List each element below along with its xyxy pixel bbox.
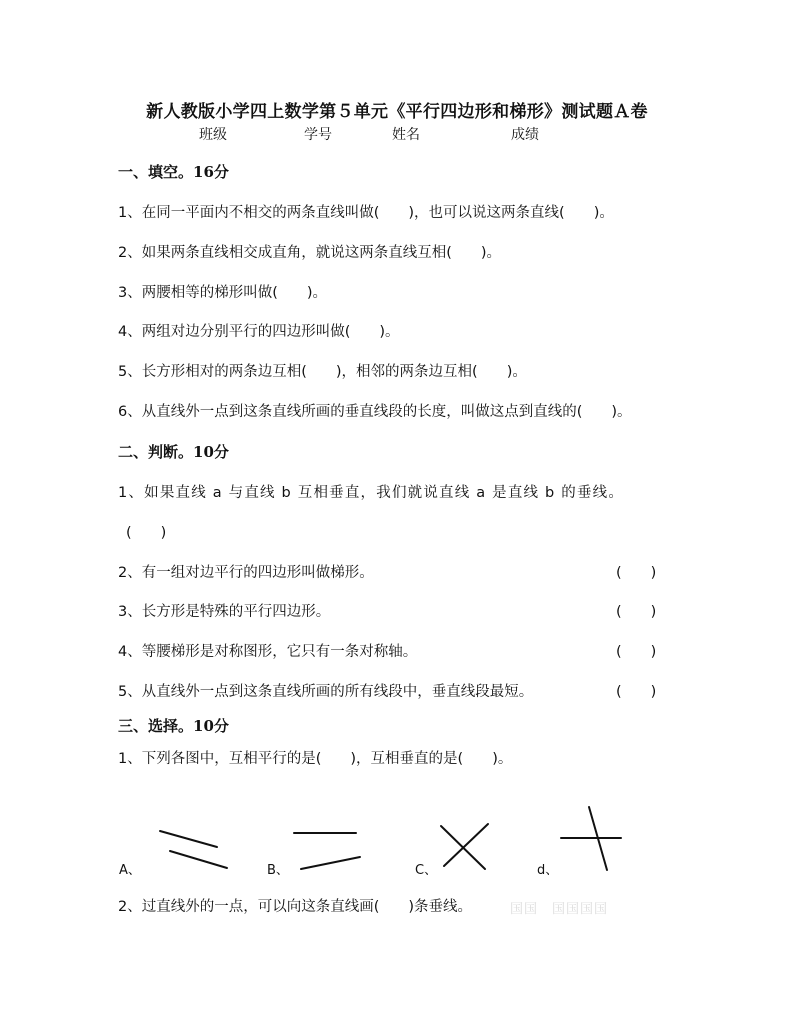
choice-question-1: 1、下列各图中，互相平行的是( )，互相垂直的是( )。 [118, 751, 513, 767]
page-title: 新人教版小学四上数学第５单元《平行四边形和梯形》测试题Ａ卷 [146, 102, 648, 122]
figure-b-lines [294, 833, 360, 869]
fill-question-6: 6、从直线外一点到这条直线所画的垂直线段的长度，叫做这点到直线的( )。 [118, 404, 632, 420]
option-label-d: d、 [537, 863, 559, 878]
tf-question-3: 3、长方形是特殊的平行四边形。 [118, 604, 331, 620]
figure-c-lines [441, 824, 488, 869]
fill-question-3: 3、两腰相等的梯形叫做( )。 [118, 285, 328, 301]
option-label-c: C、 [415, 863, 438, 878]
student-number-label: 学号 [304, 127, 332, 143]
choice-question-2: 2、过直线外的一点，可以向这条直线画( )条垂线。 [118, 899, 473, 915]
score-label: 成绩 [511, 127, 539, 143]
tf-question-1: 1、如果直线 a 与直线 b 互相垂直，我们就说直线 a 是直线 b 的垂线。 [118, 485, 625, 501]
tf-answer-paren-1: ( ) [126, 525, 167, 541]
watermark-text: 国国 国国国国 [510, 902, 609, 917]
tf-answer-paren-2: ( ) [616, 565, 657, 581]
section-true-false-heading: 二、判断。10分 [118, 443, 229, 461]
section-choice-heading: 三、选择。10分 [118, 717, 229, 735]
student-name-label: 姓名 [392, 127, 420, 143]
tf-answer-paren-3: ( ) [616, 604, 657, 620]
option-label-a: A、 [119, 863, 141, 878]
fill-question-4: 4、两组对边分别平行的四边形叫做( )。 [118, 324, 400, 340]
tf-answer-paren-5: ( ) [616, 684, 657, 700]
fill-question-1: 1、在同一平面内不相交的两条直线叫做( )，也可以说这两条直线( )。 [118, 205, 614, 221]
figure-a-lines [160, 831, 227, 868]
tf-question-4: 4、等腰梯形是对称图形，它只有一条对称轴。 [118, 644, 418, 660]
fill-question-5: 5、长方形相对的两条边互相( )，相邻的两条边互相( )。 [118, 364, 527, 380]
option-label-b: B、 [267, 863, 289, 878]
fill-question-2: 2、如果两条直线相交成直角，就说这两条直线互相( )。 [118, 245, 502, 261]
tf-question-5: 5、从直线外一点到这条直线所画的所有线段中，垂直线段最短。 [118, 684, 534, 700]
section-fill-blank-heading: 一、填空。16分 [118, 163, 229, 181]
tf-answer-paren-4: ( ) [616, 644, 657, 660]
tf-question-2: 2、有一组对边平行的四边形叫做梯形。 [118, 565, 374, 581]
figure-d-lines [561, 807, 621, 870]
class-label: 班级 [199, 127, 227, 143]
